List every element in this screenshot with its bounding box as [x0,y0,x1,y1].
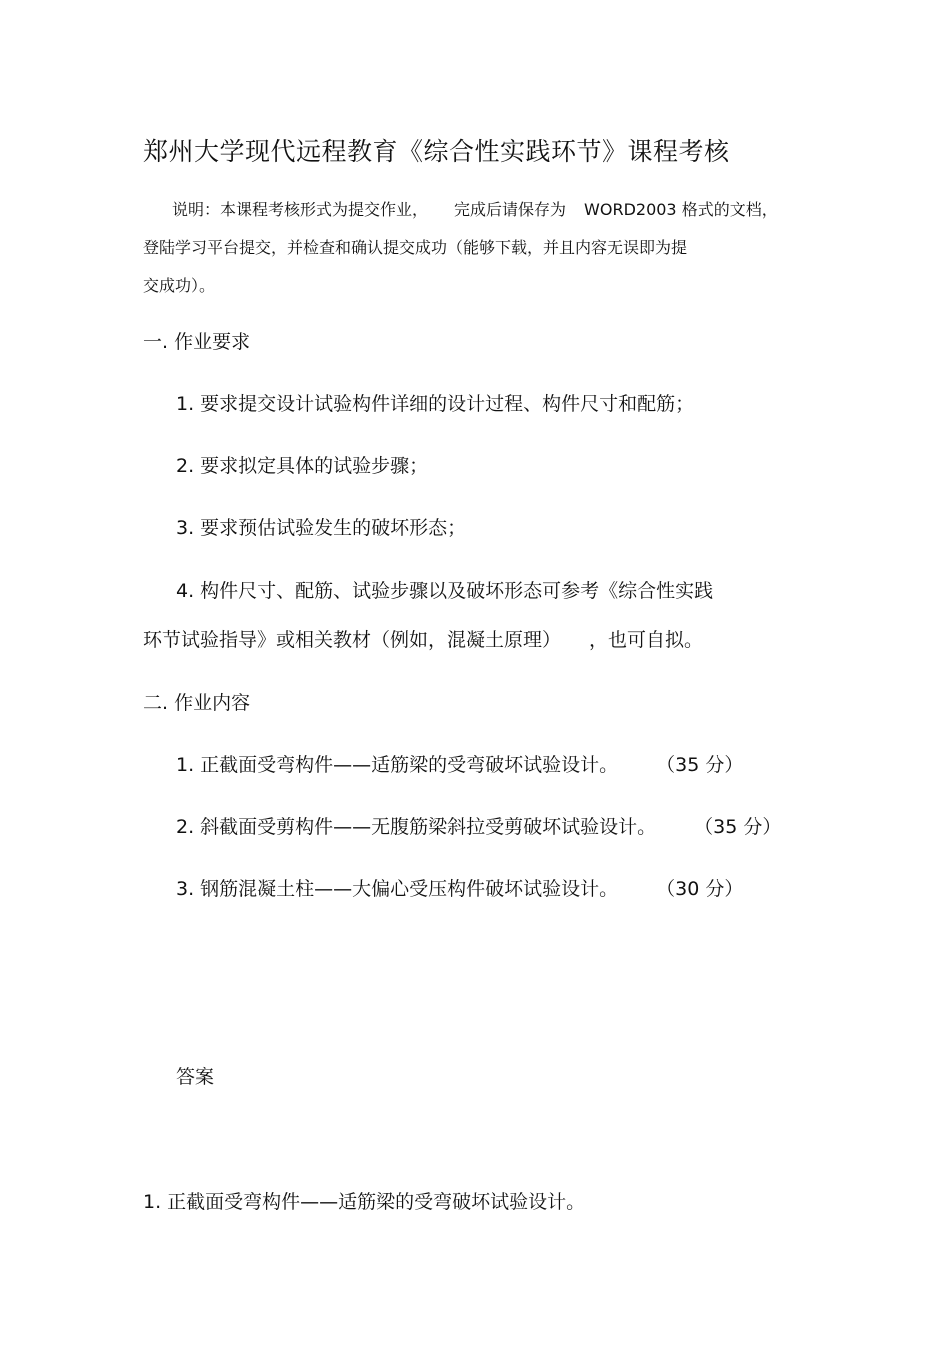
section-1-heading: 一. 作业要求 [143,331,251,353]
requirement-item-4: 4. 构件尺寸、配筋、试验步骤以及破坏形态可参考《综合性实践 [176,580,714,602]
content-item-2-score: （35 分） [694,816,782,838]
answer-label: 答案 [176,1066,215,1088]
note-line-1 [172,202,778,218]
document-title: 郑州大学现代远程教育《综合性实践环节》课程考核 [143,137,730,166]
requirement-item-2: 2. 要求拟定具体的试验步骤； [176,455,429,477]
requirement-item-4-cont-b: ，也可自拟。 [589,629,704,651]
section-2-heading: 二. 作业内容 [143,692,251,714]
requirement-item-3: 3. 要求预估试验发生的破坏形态； [176,517,467,539]
content-item-3 [176,880,743,899]
note-line-2: 登陆学习平台提交，并检查和确认提交成功（能够下载，并且内容无误即为提 [143,238,688,257]
requirement-item-4-cont-a: 环节试验指导》或相关教材（例如，混凝土原理） [143,629,562,651]
requirement-item-1: 1. 要求提交设计试验构件详细的设计过程、构件尺寸和配筋； [176,393,695,415]
note-line-1-part-b: 完成后请保存为 [454,200,567,219]
note-line-1-part-a: 说明：本课程考核形式为提交作业， [172,200,429,219]
content-item-3-text: 3. 钢筋混凝土柱——大偏心受压构件破坏试验设计。 [176,878,619,900]
content-item-2 [176,818,781,837]
answer-item-1: 1. 正截面受弯构件——适筋梁的受弯破坏试验设计。 [143,1191,586,1213]
content-item-1-score: （35 分） [656,754,744,776]
content-item-2-text: 2. 斜截面受剪构件——无腹筋梁斜拉受剪破坏试验设计。 [176,816,657,838]
requirement-item-4-continued [143,631,703,650]
content-item-3-score: （30 分） [656,878,744,900]
content-item-1 [176,756,743,775]
content-item-1-text: 1. 正截面受弯构件——适筋梁的受弯破坏试验设计。 [176,754,619,776]
note-line-3: 交成功）。 [143,276,216,295]
note-line-1-part-c: WORD [584,200,636,219]
note-line-1-part-d: 2003 格式的文档， [635,200,778,219]
